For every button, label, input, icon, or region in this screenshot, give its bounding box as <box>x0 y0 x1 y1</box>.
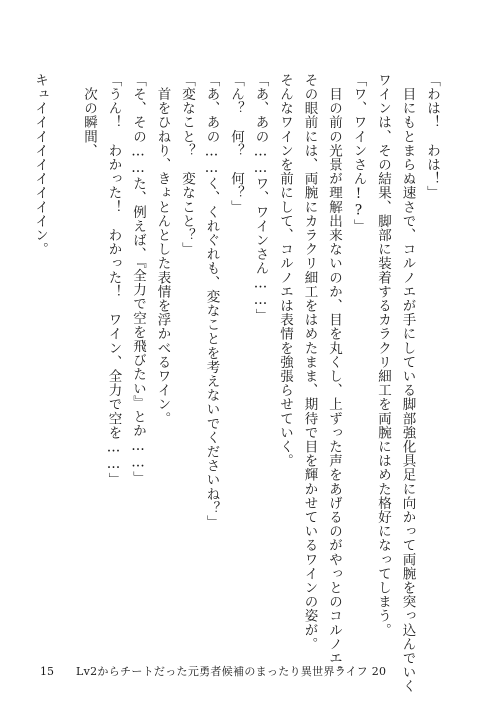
book-title: Lv2からチートだった元勇者候補のまったり異世界ライフ 20 <box>76 665 387 678</box>
text-line: 「ん？ 何？ 何？」 <box>228 73 244 214</box>
blank-line <box>52 73 77 633</box>
text-line: 「そ、その……た、例えば、『全力で空を飛びたい』とか……」 <box>130 73 146 486</box>
text-line: 「うん！ わかった！ わかった！ ワイン、全力で空を……」 <box>105 73 122 487</box>
text-line: 次の瞬間、 <box>81 87 97 158</box>
text-line: 目の前の光景が理解出来ないのか、目を丸くし、上ずった声をあげるのがやっとのコルノエ。 <box>326 87 342 680</box>
text-line: 「あ、あの……ワ、ワインさん……」 <box>252 73 269 323</box>
text-line: 「ワ、ワインさん!?」 <box>350 73 367 234</box>
text-line: キュイイイイイイイイイン。 <box>32 73 48 257</box>
text-line: 「変なこと？ 変なこと？」 <box>179 73 195 257</box>
text-line: 「わは！ わは！」 <box>424 73 440 200</box>
page-footer <box>40 664 386 680</box>
text-line: その眼前には、両腕にカラクリ細工をはめたまま、期待で目を輝かせているワインの姿が。 <box>301 73 318 652</box>
text-line: 「あ、あの……く、くれぐれも、変なことを考えないでくださいね？」 <box>203 73 220 530</box>
text-line: 目にもとまらぬ速さで、コルノエが手にしている脚部強化具足に向かって両腕を突っ込んでいく <box>399 87 416 694</box>
page-number: 15 <box>40 665 54 678</box>
text-line: ワインは、その結果、脚部に装着するカラクリ細工を両腕にはめた格好になってしまう。 <box>375 73 391 637</box>
text-line: 首をひねり、きょとんとした表情を浮かべるワイン。 <box>154 87 171 426</box>
text-line: そんなワインを前にして、コルノエは表情を強張らせていく。 <box>277 73 293 468</box>
